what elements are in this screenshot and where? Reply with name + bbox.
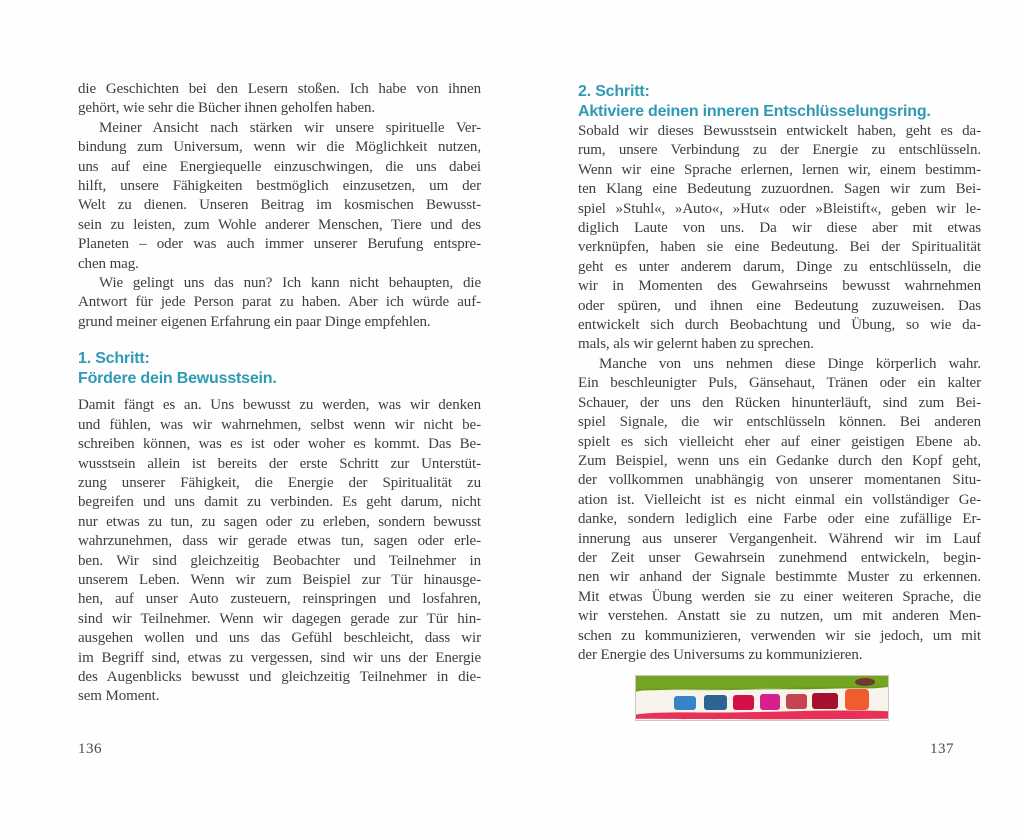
text-line: uns auf eine Energiequelle einzuschwingen, die uns dabei: [78, 158, 481, 175]
text-line: innerung aus unserer Vergangenheit. Während wir im Lauf: [578, 530, 981, 547]
text-line: spiel »Stuhl«, »Auto«, »Hut« oder »Bleistift«, geben wir le-: [578, 200, 981, 217]
text-line: verknüpfen, haben sie eine Bedeutung. Bei der Spiritualität: [578, 239, 981, 256]
text-line: Damit fängt es an. Uns bewusst zu werden, was wir denken: [78, 397, 481, 414]
text-line: im Begriff sind, etwas zu vergessen, sind wir uns der Energie: [78, 649, 481, 666]
text-line: der Energie des Universums zu kommunizieren.: [578, 646, 863, 663]
text-line: spielt es sich vielleicht eher auf einer geistigen Ebene ab.: [578, 433, 981, 450]
text-line: hen, auf unser Auto zusteuern, reinspringen und losfahren,: [78, 591, 481, 608]
text-line: Schauer, der uns den Rücken hinunterläuft, sind zum Bei-: [578, 394, 981, 411]
text-line: grund meiner eigenen Erfahrung ein paar Dinge empfehlen.: [78, 313, 431, 330]
text-line: sind wir Teilnehmer. Wenn wir dagegen gerade zur Tür hin-: [78, 610, 481, 627]
text-line: wahrzunehmen, dass wir gerade etwas tun, sagen oder erle-: [78, 533, 481, 550]
heading-line: 1. Schritt:: [78, 350, 150, 368]
paint-swatch: [674, 696, 696, 710]
text-line: ten Klang eine Bedeutung zuzuordnen. Sagen wir zum Bei-: [578, 181, 981, 198]
paragraph: [578, 122, 981, 355]
watercolor-artwork: [635, 675, 889, 721]
text-line: Welt zu dienen. Unseren Beitrag im kosmischen Bewusst-: [78, 197, 481, 214]
text-line: Meiner Ansicht nach stärken wir unsere spirituelle Ver-: [99, 119, 481, 136]
text-line: bindung zum Universum, wenn wir die Möglichkeit nutzen,: [78, 139, 481, 156]
text-line: sem Moment.: [78, 688, 160, 705]
paint-blob: [855, 678, 875, 686]
text-line: hilft, unsere Fähigkeiten bestmöglich einzusetzen, um der: [78, 178, 481, 195]
paragraph: [78, 274, 481, 332]
text-line: begreifen und uns damit zu verbinden. Es geht darum, nicht: [78, 494, 481, 511]
text-line: der vollkommen unabhängig von unserer momentanen Situ-: [578, 472, 981, 489]
text-line: Mit etwas Übung werden sie zu einer weiteren Sprache, die: [578, 588, 981, 605]
heading-line: Aktiviere deinen inneren Entschlüsselungsring.: [578, 103, 931, 120]
text-line: Sobald wir dieses Bewusstsein entwickelt haben, geht es da-: [578, 123, 981, 139]
text-line: ausgehen wollen und uns das Gefühl beschleicht, dass wir: [78, 630, 481, 647]
paint-swatch: [733, 695, 754, 710]
text-line: ation ist. Vielleicht ist es nicht einmal ein vollständiger Ge-: [578, 491, 981, 508]
paragraph: [78, 396, 481, 707]
page-right-text-column: [578, 80, 981, 665]
text-line: gehört, wie sehr die Bücher ihnen geholfen haben.: [78, 100, 376, 117]
text-line: schreiben können, was es ist oder woher es kommt. Das Be-: [78, 436, 481, 453]
paint-swatch: [760, 694, 780, 710]
text-line: danke, sondern lediglich eine Farbe oder eine zufällige Er-: [578, 511, 981, 528]
paint-swatch: [845, 689, 869, 710]
paragraph: [578, 355, 981, 666]
text-line: Planeten – oder was auch immer unserer Berufung entspre-: [78, 236, 481, 253]
text-line: mals, als wir gelernt haben zu sprechen.: [578, 336, 814, 353]
text-line: Ein beschleunigter Puls, Gänsehaut, Tränen oder ein kalter: [578, 375, 981, 392]
page-number-right: 137: [930, 741, 954, 757]
page-left-text-column: [78, 80, 481, 707]
text-line: spiel Signale, die wir entschlüsseln können. Bei anderen: [578, 414, 981, 431]
text-line: oder spüren, und ihnen eine Bedeutung zuzuweisen. Das: [578, 297, 981, 314]
text-line: zung unserer Fähigkeit, die Energie der Spiritualität zu: [78, 474, 481, 491]
paint-swatch: [704, 695, 727, 710]
text-line: nur etwas zu tun, zu sagen oder zu erleben, sondern bewusst: [78, 513, 481, 530]
text-line: ben. Wir sind gleichzeitig Beobachter und Teilnehmer in: [78, 552, 481, 569]
text-line: nen wir anhand der Signale bestimmte Muster zu erkennen.: [578, 569, 981, 586]
paragraph: [78, 80, 481, 119]
text-line: sein zu leisten, zum Wohle anderer Menschen, Tiere und des: [78, 216, 481, 233]
paragraph: [78, 119, 481, 274]
text-line: schen zu kommunizieren, verwenden wir sie jedoch, um mit: [578, 627, 981, 644]
text-line: des Augenblicks bewusst und gleichzeitig Teilnehmer in die-: [78, 668, 481, 685]
watercolor-strip-image: [636, 676, 888, 720]
text-line: Wenn wir eine Sprache erlernen, lernen wir, einem bestimm-: [578, 161, 981, 178]
heading-line: Fördere dein Bewusstsein.: [78, 370, 277, 388]
heading-line: 2. Schritt:: [578, 83, 650, 100]
text-line: wir in Momenten des Gewahrseins bewusst wahrnehmen: [578, 278, 981, 295]
text-line: entwickelt sich durch Beobachtung und Übung, so wie da-: [578, 317, 981, 334]
text-line: Antwort für jede Person parat zu haben. Aber ich würde auf-: [78, 294, 481, 311]
text-line: unserem Leben. Wenn wir zum Beispiel zur Tür hinausge-: [78, 571, 481, 588]
text-line: rum, unsere Verbindung zu der Energie zu entschlüsseln.: [578, 142, 981, 159]
text-line: und fühlen, was wir wahrnehmen, selbst wenn wir nicht be-: [78, 416, 481, 433]
text-line: der Zeit unser Gewahrsein zunehmend entwickeln, begin-: [578, 549, 981, 566]
text-line: Manche von uns nehmen diese Dinge körperlich wahr.: [599, 355, 981, 372]
text-line: geht es unter anderem darum, Dinge zu entschlüsseln, die: [578, 258, 981, 275]
text-line: Zum Beispiel, wenn uns ein Gedanke durch den Kopf geht,: [578, 452, 981, 469]
page-number-left: 136: [78, 741, 102, 757]
section-heading: [578, 82, 981, 122]
text-line: Wie gelingt uns das nun? Ich kann nicht behaupten, die: [99, 275, 481, 292]
paint-swatch: [812, 693, 838, 709]
text-line: diglich Laute von uns. Da wir diese aber mit etwas: [578, 220, 981, 237]
text-line: die Geschichten bei den Lesern stoßen. Ich habe von ihnen: [78, 81, 481, 97]
paint-swatch: [786, 694, 807, 709]
section-heading: [78, 349, 481, 389]
text-line: chen mag.: [78, 255, 139, 272]
text-line: wir verstehen. Anstatt sie zu nutzen, um mit anderen Men-: [578, 608, 981, 625]
text-line: wusstsein allein ist bereits der erste Schritt zur Unterstüt-: [78, 455, 481, 472]
